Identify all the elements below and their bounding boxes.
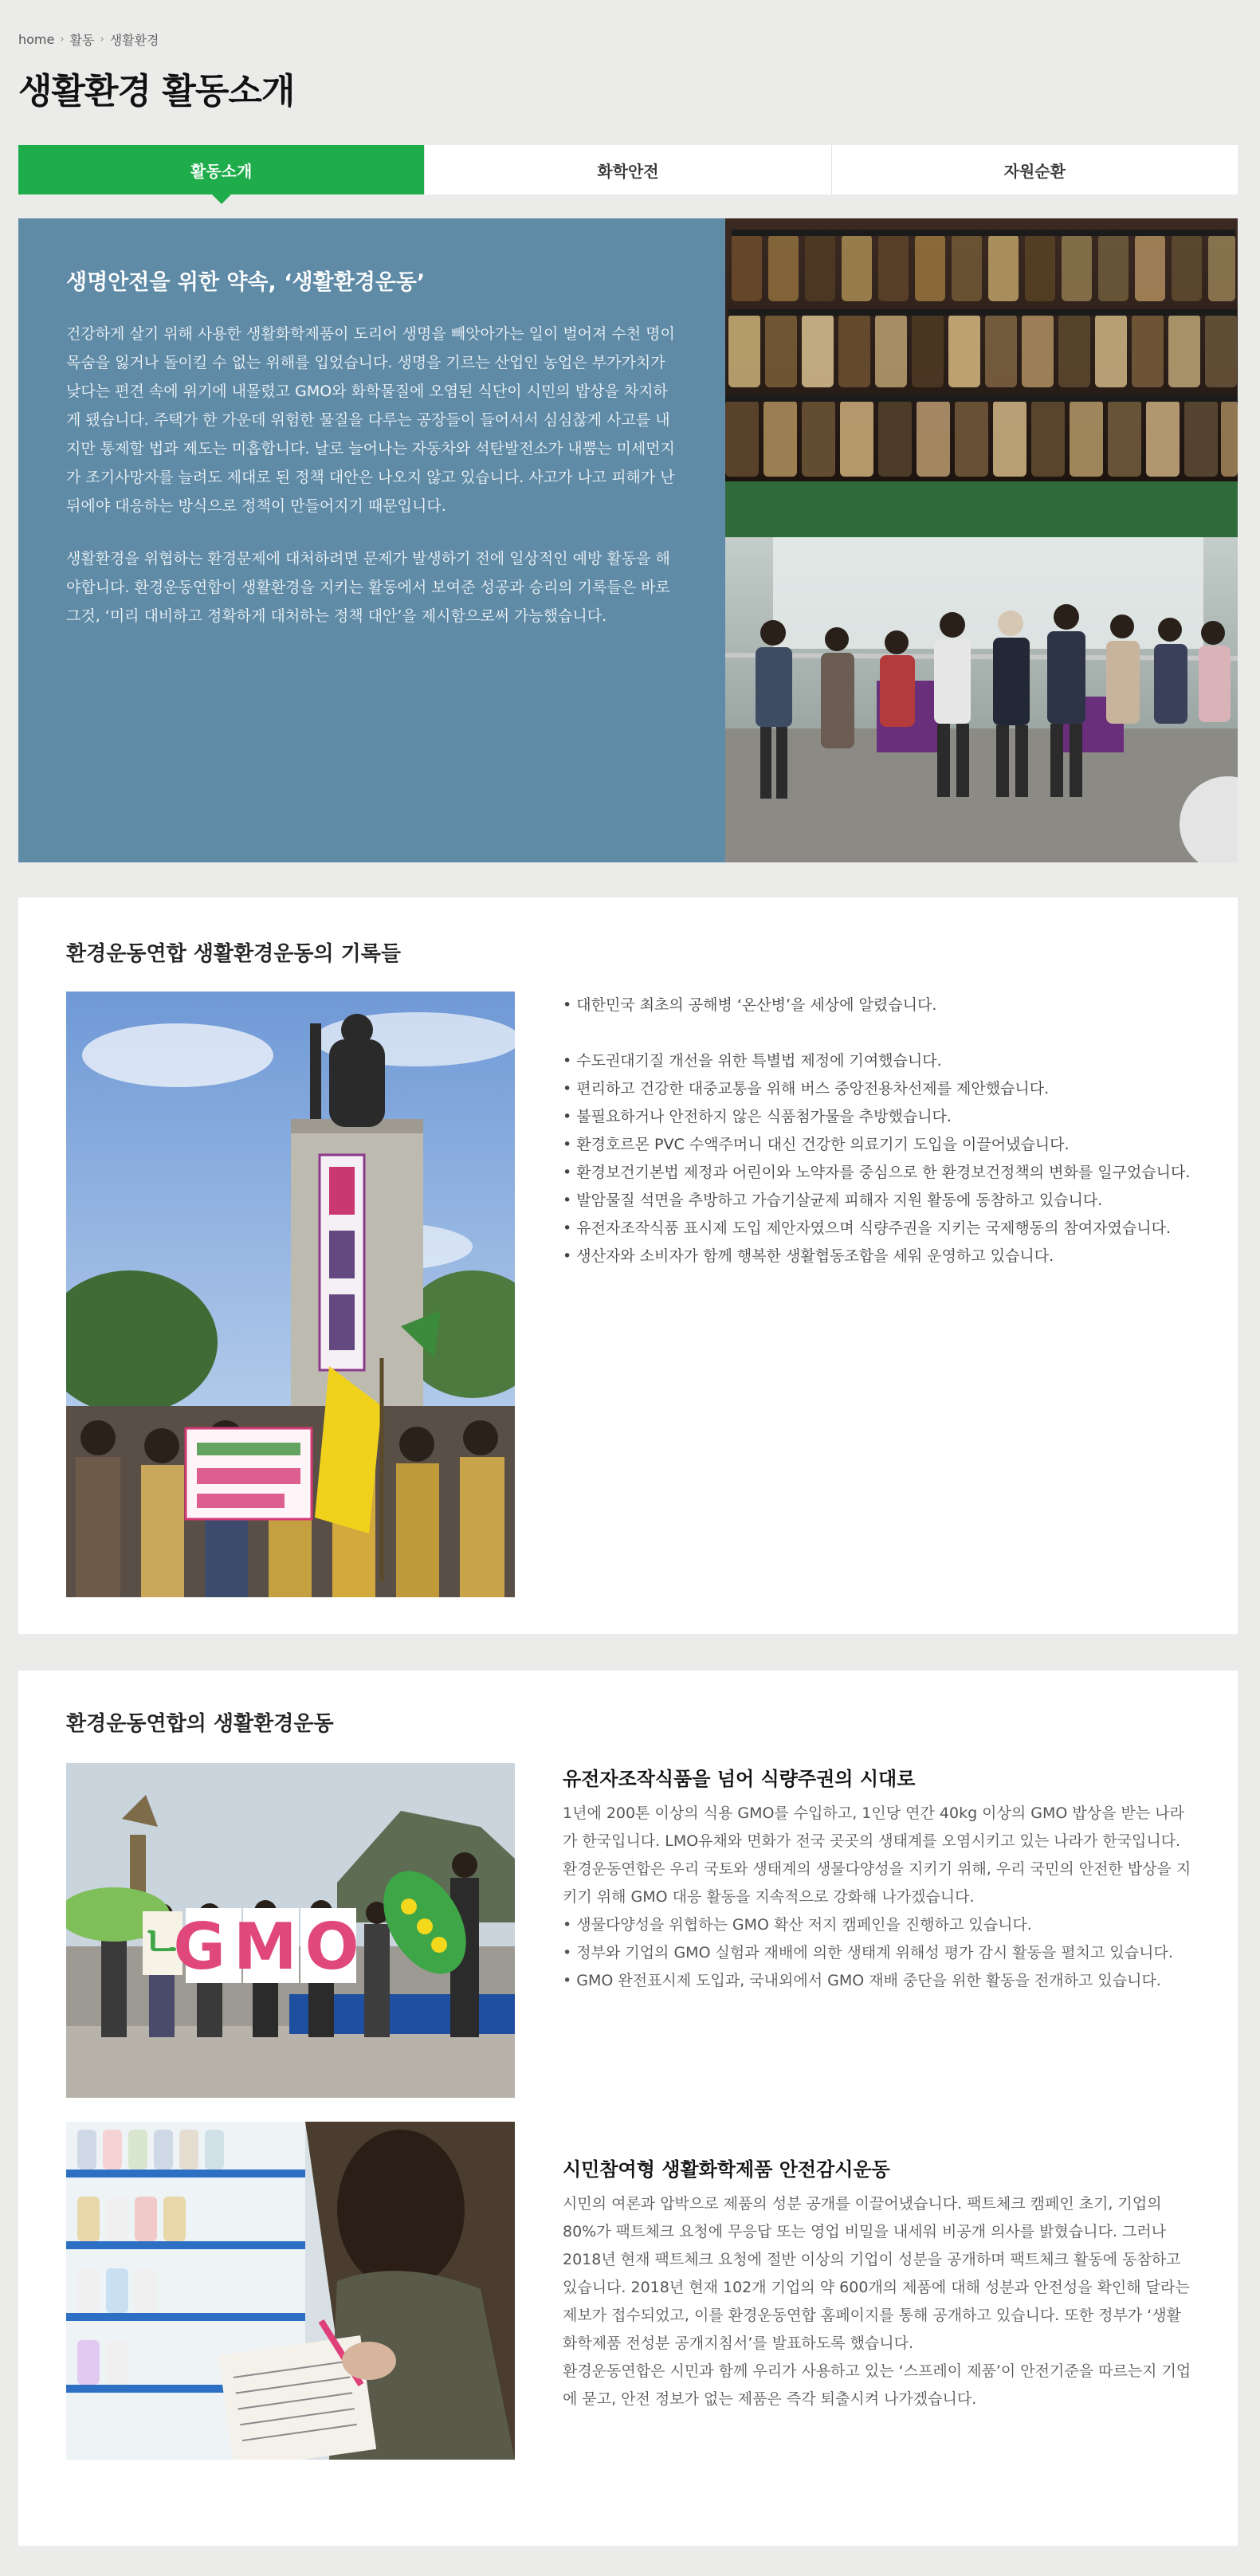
gmo-paragraph: 1년에 200톤 이상의 식용 GMO를 수입하고, 1인당 연간 40kg 이상의 GMO 밥상을 받는 나라가 한국입니다. LMO유채와 면화가 전국 곳곳의 생태계를 오염시키고 있는 나라가 한국입니다. 환경운동연합은 우리 국토와 생태계의 생물다양성을 지키기 위해, 우리 국민의 안전한 밥상을 지키기 위해 GMO 대응 활동을 지속적으로 강화해 나가겠습니다. — [563, 1804, 1191, 1906]
chevron-right-icon: › — [60, 33, 65, 45]
gmo-protest-illustration — [66, 1763, 515, 2098]
list-item: • 수도권대기질 개선을 위한 특별법 제정에 기여했습니다. — [563, 1052, 942, 1070]
intro-text-panel — [18, 218, 725, 862]
chemical-check-photo — [66, 2122, 515, 2460]
chemical-item-body — [563, 2190, 1192, 2413]
tab-bar — [18, 145, 1238, 194]
breadcrumb-current: 생활환경 — [109, 33, 159, 48]
sign-letter: ㄴ — [141, 1917, 184, 1967]
ribbon-cutting-photo-illustration — [725, 218, 1238, 862]
breadcrumb-home[interactable]: home — [18, 32, 55, 47]
list-item: • 유전자조작식품 표시제 도입 제안자였으며 식량주권을 지키는 국제행동의 참여자였습니다. — [563, 1219, 1172, 1237]
list-item: • 불필요하거나 안전하지 않은 식품첨가물을 추방했습니다. — [563, 1108, 952, 1125]
list-item: • 생산자와 소비자가 함께 행복한 생활협동조합을 세워 운영하고 있습니다. — [563, 1247, 1054, 1265]
protest-statue-photo — [66, 992, 515, 1597]
breadcrumb-activity[interactable]: 활동 — [69, 33, 95, 48]
tab-activity-intro[interactable]: 활동소개 — [18, 145, 425, 194]
intro-paragraph: 건강하게 살기 위해 사용한 생활화학제품이 도리어 생명을 빼앗아가는 일이 벌어져 수천 명이 목숨을 잃거나 돌이킬 수 없는 위해를 입었습니다. 생명을 기르는 산업인 농업은 부가가치가 낮다는 편견 속에 위기에 내몰렸고 GMO와 화학물질에 오염된 식단이 시민의 밥상을 차지하게 됐습니다. 주택가 한 가운데 위험한 물질을 다루는 공장들이 들어서서 심심찮게 사고를 내지만 통제할 법과 제도는 미흡합니다. 날로 늘어나는 자동차와 석탄발전소가 내뿜는 미세먼지가 조기사망자를 늘려도 제대로 된 정책 대안은 나오지 않고 있습니다. 사고가 나고 피해가 난 뒤에야 대응하는 방식으로 정책이 만들어지기 때문입니다. — [66, 325, 675, 515]
breadcrumb — [18, 30, 159, 49]
intro-photo-ribbon-cutting — [725, 218, 1238, 862]
tab-chemical-safety[interactable]: 화학안전 — [425, 145, 831, 194]
statue-protest-illustration — [66, 992, 515, 1597]
records-section — [18, 897, 1238, 1634]
store-shelf-illustration — [66, 2122, 515, 2460]
list-item: • 발암물질 석면을 추방하고 가습기살균제 피해자 지원 활동에 동참하고 있습니다. — [563, 1192, 1103, 1209]
chemical-item-title: 시민참여형 생활화학제품 안전감시운동 — [563, 2158, 890, 2181]
gmo-bullet: • GMO 완전표시제 도입과, 국내외에서 GMO 재배 중단을 위한 활동을 전개하고 있습니다. — [563, 1972, 1161, 1989]
list-item: • 편리하고 건강한 대중교통을 위해 버스 중앙전용차선제를 제안했습니다. — [563, 1080, 1050, 1098]
tab-resource-circulation[interactable]: 자원순환 — [1003, 161, 1066, 181]
gmo-sign-text: GMO — [173, 1910, 367, 1984]
chemical-paragraph: 환경운동연합은 시민과 함께 우리가 사용하고 있는 ‘스프레이 제품’이 안전기준을 따르는지 기업에 묻고, 안전 정보가 없는 제품은 즉각 퇴출시켜 나가겠습니다. — [563, 2362, 1191, 2408]
activities-title: 환경운동연합의 생활환경운동 — [66, 1712, 334, 1736]
intro-title: 생명안전을 위한 약속, ‘생활환경운동’ — [66, 270, 426, 295]
records-list — [563, 992, 1208, 1270]
page-title: 생활환경 활동소개 — [18, 71, 295, 112]
list-item: • 환경보건기본법 제정과 어린이와 노약자를 중심으로 한 환경보건정책의 변화를 일구었습니다. — [563, 1164, 1191, 1181]
activities-section — [18, 1671, 1238, 2546]
list-item: • 환경호르몬 PVC 수액주머니 대신 건강한 의료기기 도입을 이끌어냈습니다. — [563, 1136, 1070, 1153]
gmo-bullet: • 생물다양성을 위협하는 GMO 확산 저지 캠페인을 진행하고 있습니다. — [563, 1916, 1032, 1934]
records-title: 환경운동연합 생활환경운동의 기록들 — [66, 942, 401, 966]
chemical-paragraph: 시민의 여론과 압박으로 제품의 성분 공개를 이끌어냈습니다. 팩트체크 캠페인 초기, 기업의 80%가 팩트체크 요청에 무응답 또는 영업 비밀을 내세워 비공개 의사를 밝혔습니다. 그러나 2018년 현재 팩트체크 요청에 절반 이상의 기업이 성분을 공개하며 팩트체크 활동에 동참하고 있습니다. 2018년 현재 102개 기업의 약 600개의 제품에 대해 성분과 안전성을 확인해 달라는 제보가 접수되었고, 이를 환경운동연합 홈페이지를 통해 공개하고 있습니다. 또한 정부가 ‘생활화학제품 전성분 공개지침서’를 발표하도록 했습니다. — [563, 2195, 1190, 2352]
gmo-protest-photo — [66, 1763, 515, 2098]
gmo-bullet: • 정부와 기업의 GMO 실험과 재배에 의한 생태계 위해성 평가 감시 활동을 펼치고 있습니다. — [563, 1944, 1173, 1961]
intro-paragraph: 생활환경을 위협하는 환경문제에 대처하려면 문제가 발생하기 전에 일상적인 예방 활동을 해야합니다. 환경운동연합이 생활환경을 지키는 활동에서 보여준 성공과 승리의 기록들은 바로 그것, ‘미리 대비하고 정확하게 대처하는 정책 대안’을 제시함으로써 가능했습니다. — [66, 550, 670, 625]
gmo-item-title: 유전자조작식품을 넘어 식량주권의 시대로 — [563, 1768, 916, 1790]
intro-section — [18, 218, 1238, 862]
chevron-right-icon: › — [100, 33, 104, 45]
gmo-item-body — [563, 1800, 1192, 1995]
list-item: • 대한민국 최초의 공해병 ‘온산병’을 세상에 알렸습니다. — [563, 996, 937, 1014]
